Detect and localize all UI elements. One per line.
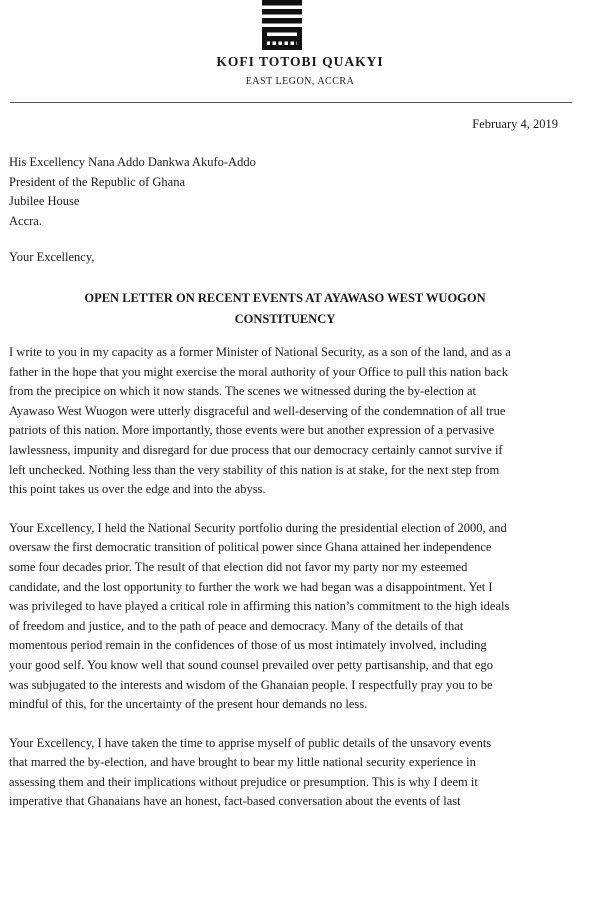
paragraph	[9, 519, 574, 715]
paragraph-line: was privileged to have played a critical role in affirming this nation’s commitment to the high ideals	[9, 599, 510, 614]
letter-body	[9, 343, 574, 831]
letterhead-divider	[10, 102, 572, 103]
letter-date: February 4, 2019	[472, 117, 558, 131]
paragraph-line: of freedom and justice, and to the path of peace and democracy. Many of the details of that	[9, 618, 464, 633]
paragraph-line: your good self. You know well that sound counsel prevailed over petty partisanship, and that ego	[9, 657, 493, 672]
paragraph-line: Your Excellency, I held the National Security portfolio during the presidential election of 2000, and	[9, 520, 507, 535]
sender-address: EAST LEGON, ACCRA	[245, 76, 355, 87]
recipient-line: President of the Republic of Ghana	[9, 174, 185, 189]
paragraph-line: was subjugated to the interests and wisdom of the Ghanaian people. I respectfully pray you to be	[9, 677, 493, 692]
recipient-address	[9, 153, 256, 231]
paragraph-line: from the precipice on which it now stands. The scenes we witnessed during the by-election at	[9, 384, 476, 399]
paragraph-line: Ayawaso West Wuogon were utterly disgraceful and well-deserving of the condemnation of all true	[9, 403, 506, 418]
paragraph-line: this point takes us over the edge and into the abyss.	[9, 482, 266, 497]
paragraph-line: father in the hope that you might exercise the moral authority of your Office to pull this nation back	[9, 364, 508, 379]
paragraph-line: some four decades prior. The result of that election did not favor my party nor my esteemed	[9, 559, 468, 574]
paragraph-line: I write to you in my capacity as a former Minister of National Security, as a son of the land, and as a	[9, 345, 511, 359]
recipient-line: His Excellency Nana Addo Dankwa Akufo-Addo	[9, 155, 256, 169]
recipient-line: Accra.	[9, 213, 42, 228]
subject-line: OPEN LETTER ON RECENT EVENTS AT AYAWASO WEST WUOGON	[84, 291, 486, 305]
paragraph-line: mindful of this, for the uncertainty of the present hour demands no less.	[9, 697, 368, 712]
paragraph-line: left unchecked. Nothing less than the very stability of this nation is at stake, for the next step from	[9, 462, 500, 477]
paragraph-line: imperative that Ghanaians have an honest, fact-based conversation about the events of last	[9, 794, 461, 809]
paragraph-line: patriots of this nation. More importantly, those events were but another expression of a pervasive	[9, 423, 495, 438]
subject-line: CONSTITUENCY	[234, 312, 336, 326]
letter-subject	[40, 288, 530, 330]
paragraph-line: candidate, and the lost opportunity to further the work we had began was a disappointment. Yet I	[9, 579, 493, 594]
paragraph	[9, 343, 574, 500]
paragraph-line: Your Excellency, I have taken the time to apprise myself of public details of the unsavory events	[9, 735, 492, 750]
paragraph-line: that marred the by-election, and have brought to bear my little national security experience in	[9, 755, 476, 770]
paragraph	[9, 734, 574, 812]
salutation: Your Excellency,	[9, 250, 95, 264]
paragraph-line: lawlessness, impunity and disregard for due process that our democracy certainly cannot survive if	[9, 442, 503, 457]
letterhead-logo	[262, 0, 302, 50]
sender-name: KOFI TOTOBI QUAKYI	[216, 54, 384, 69]
paragraph-line: assessing them and their implications without prejudice or presumption. This is why I deem it	[9, 774, 478, 789]
paragraph-line: momentous period remain in the confidences of those of us most intimately involved, including	[9, 638, 487, 653]
paragraph-line: oversaw the first democratic transition of political power since Ghana attained her independence	[9, 540, 492, 555]
recipient-line: Jubilee House	[9, 194, 80, 208]
